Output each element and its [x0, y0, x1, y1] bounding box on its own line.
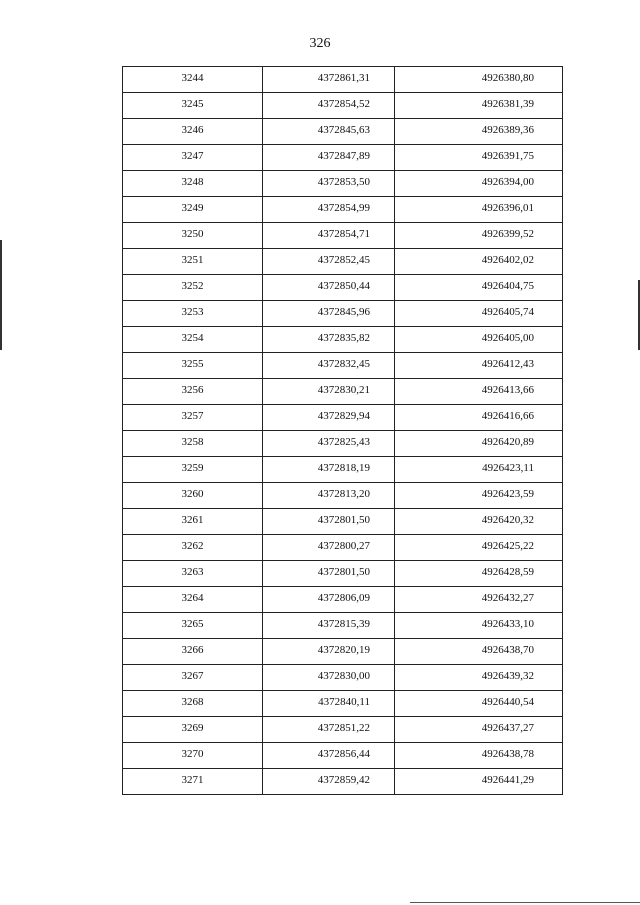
point-number-cell: 3260	[123, 483, 263, 509]
point-number-cell: 3247	[123, 145, 263, 171]
point-number-cell: 3264	[123, 587, 263, 613]
table-row	[123, 93, 563, 119]
table-row	[123, 561, 563, 587]
x-coordinate-cell: 4372801,50	[263, 561, 395, 587]
y-coordinate-cell: 4926437,27	[395, 717, 563, 743]
x-coordinate-cell: 4372830,00	[263, 665, 395, 691]
y-coordinate-cell: 4926399,52	[395, 223, 563, 249]
y-coordinate-cell: 4926389,36	[395, 119, 563, 145]
x-coordinate-cell: 4372845,96	[263, 301, 395, 327]
table-row	[123, 145, 563, 171]
table-row	[123, 327, 563, 353]
x-coordinate-cell: 4372818,19	[263, 457, 395, 483]
x-coordinate-cell: 4372832,45	[263, 353, 395, 379]
point-number-cell: 3267	[123, 665, 263, 691]
table-row	[123, 275, 563, 301]
x-coordinate-cell: 4372856,44	[263, 743, 395, 769]
point-number-cell: 3262	[123, 535, 263, 561]
scan-edge-left	[0, 240, 2, 350]
table-row	[123, 535, 563, 561]
x-coordinate-cell: 4372852,45	[263, 249, 395, 275]
point-number-cell: 3269	[123, 717, 263, 743]
y-coordinate-cell: 4926380,80	[395, 67, 563, 93]
y-coordinate-cell: 4926402,02	[395, 249, 563, 275]
point-number-cell: 3261	[123, 509, 263, 535]
point-number-cell: 3248	[123, 171, 263, 197]
point-number-cell: 3246	[123, 119, 263, 145]
table-row	[123, 171, 563, 197]
point-number-cell: 3250	[123, 223, 263, 249]
x-coordinate-cell: 4372801,50	[263, 509, 395, 535]
point-number-cell: 3245	[123, 93, 263, 119]
table-row	[123, 405, 563, 431]
table-row	[123, 613, 563, 639]
point-number-cell: 3270	[123, 743, 263, 769]
y-coordinate-cell: 4926381,39	[395, 93, 563, 119]
x-coordinate-cell: 4372854,71	[263, 223, 395, 249]
table-row	[123, 67, 563, 93]
y-coordinate-cell: 4926439,32	[395, 665, 563, 691]
table-row	[123, 249, 563, 275]
y-coordinate-cell: 4926416,66	[395, 405, 563, 431]
y-coordinate-cell: 4926425,22	[395, 535, 563, 561]
x-coordinate-cell: 4372851,22	[263, 717, 395, 743]
table-row	[123, 769, 563, 795]
x-coordinate-cell: 4372830,21	[263, 379, 395, 405]
point-number-cell: 3268	[123, 691, 263, 717]
y-coordinate-cell: 4926441,29	[395, 769, 563, 795]
point-number-cell: 3271	[123, 769, 263, 795]
table-row	[123, 431, 563, 457]
table-row	[123, 457, 563, 483]
y-coordinate-cell: 4926405,74	[395, 301, 563, 327]
page-number: 326	[309, 36, 331, 51]
table-row	[123, 509, 563, 535]
point-number-cell: 3254	[123, 327, 263, 353]
table-row	[123, 483, 563, 509]
x-coordinate-cell: 4372845,63	[263, 119, 395, 145]
point-number-cell: 3256	[123, 379, 263, 405]
point-number-cell: 3259	[123, 457, 263, 483]
x-coordinate-cell: 4372800,27	[263, 535, 395, 561]
point-number-cell: 3258	[123, 431, 263, 457]
coordinates-table-body	[123, 67, 563, 795]
point-number-cell: 3263	[123, 561, 263, 587]
y-coordinate-cell: 4926438,70	[395, 639, 563, 665]
table-row	[123, 639, 563, 665]
y-coordinate-cell: 4926396,01	[395, 197, 563, 223]
table-row	[123, 665, 563, 691]
x-coordinate-cell: 4372847,89	[263, 145, 395, 171]
table-row	[123, 743, 563, 769]
y-coordinate-cell: 4926440,54	[395, 691, 563, 717]
y-coordinate-cell: 4926412,43	[395, 353, 563, 379]
x-coordinate-cell: 4372825,43	[263, 431, 395, 457]
coordinates-table	[122, 66, 563, 795]
y-coordinate-cell: 4926433,10	[395, 613, 563, 639]
scan-edge-bottom	[410, 902, 640, 903]
x-coordinate-cell: 4372835,82	[263, 327, 395, 353]
point-number-cell: 3257	[123, 405, 263, 431]
point-number-cell: 3252	[123, 275, 263, 301]
x-coordinate-cell: 4372861,31	[263, 67, 395, 93]
x-coordinate-cell: 4372854,99	[263, 197, 395, 223]
x-coordinate-cell: 4372815,39	[263, 613, 395, 639]
point-number-cell: 3255	[123, 353, 263, 379]
point-number-cell: 3251	[123, 249, 263, 275]
x-coordinate-cell: 4372806,09	[263, 587, 395, 613]
x-coordinate-cell: 4372850,44	[263, 275, 395, 301]
table-row	[123, 587, 563, 613]
x-coordinate-cell: 4372854,52	[263, 93, 395, 119]
y-coordinate-cell: 4926394,00	[395, 171, 563, 197]
table-row	[123, 691, 563, 717]
table-row	[123, 223, 563, 249]
y-coordinate-cell: 4926404,75	[395, 275, 563, 301]
y-coordinate-cell: 4926423,59	[395, 483, 563, 509]
table-row	[123, 197, 563, 223]
x-coordinate-cell: 4372820,19	[263, 639, 395, 665]
x-coordinate-cell: 4372859,42	[263, 769, 395, 795]
y-coordinate-cell: 4926413,66	[395, 379, 563, 405]
point-number-cell: 3266	[123, 639, 263, 665]
table-row	[123, 353, 563, 379]
x-coordinate-cell: 4372840,11	[263, 691, 395, 717]
y-coordinate-cell: 4926420,89	[395, 431, 563, 457]
point-number-cell: 3244	[123, 67, 263, 93]
point-number-cell: 3265	[123, 613, 263, 639]
point-number-cell: 3253	[123, 301, 263, 327]
y-coordinate-cell: 4926420,32	[395, 509, 563, 535]
x-coordinate-cell: 4372853,50	[263, 171, 395, 197]
table-row	[123, 379, 563, 405]
table-row	[123, 717, 563, 743]
point-number-cell: 3249	[123, 197, 263, 223]
y-coordinate-cell: 4926405,00	[395, 327, 563, 353]
x-coordinate-cell: 4372813,20	[263, 483, 395, 509]
x-coordinate-cell: 4372829,94	[263, 405, 395, 431]
y-coordinate-cell: 4926391,75	[395, 145, 563, 171]
y-coordinate-cell: 4926438,78	[395, 743, 563, 769]
y-coordinate-cell: 4926432,27	[395, 587, 563, 613]
y-coordinate-cell: 4926423,11	[395, 457, 563, 483]
table-row	[123, 301, 563, 327]
y-coordinate-cell: 4926428,59	[395, 561, 563, 587]
table-row	[123, 119, 563, 145]
